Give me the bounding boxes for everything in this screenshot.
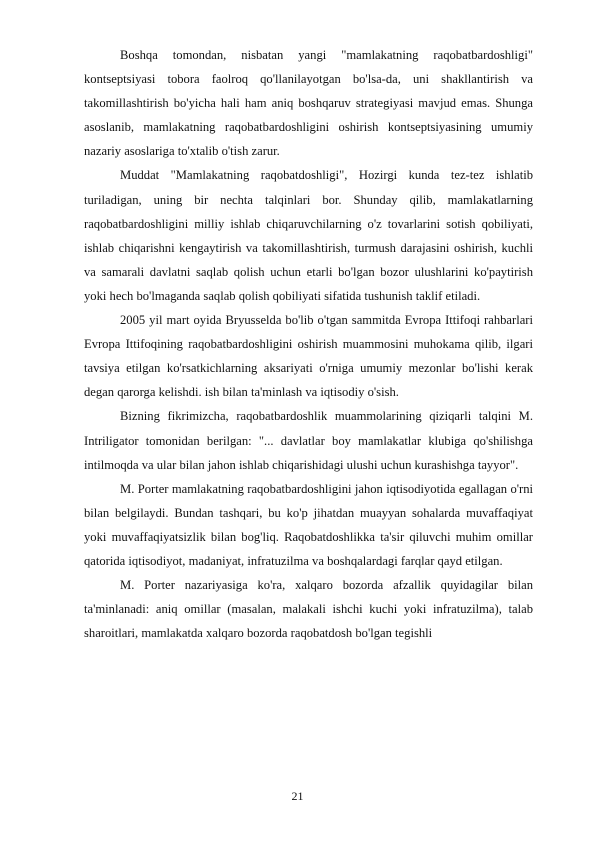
paragraph-eu-summit-2005: 2005 yil mart oyida Bryusselda bo'lib o'tgan sammitda Evropa Ittifoqi rahbarlari Evropa Ittifoqining raqobatbardoshligini oshirish muammosini muhokama qilib, ilgari tavsiya etilgan ko'rsatkichlarning aksariyati o'rniga umumiy mezonlar bo'lishi kerak degan qarorga kelishdi. ish bilan ta'minlash va iqtisodiy o'sish. [84, 313, 533, 400]
paragraph-intriligator: Bizning fikrimizcha, raqobatbardoshlik muammolarining qiziqarli talqini M. Intriligator tomonidan berilgan: "... davlatlar boy mamlakatlar klubiga qo'shilishga intilmoqda va ular bilan jahon ishlab chiqarishidagi ulushi uchun kurashishga tayyor". [84, 409, 533, 472]
paragraph-porter-definition: M. Porter mamlakatning raqobatbardoshligini jahon iqtisodiyotida egallagan o'rni bilan belgilaydi. Bundan tashqari, bu ko'p jihatdan muayyan sohalarda muvaffaqiyat yoki muvaffaqiyatsizlik bilan bog'liq. Raqobatdoshlikka ta'sir qiluvchi muhim omillar qatorida iqtisodiyot, madaniyat, infratuzilma va boshqalardagi farqlar qayd etilgan. [84, 481, 533, 568]
paragraph-intro: Boshqa tomondan, nisbatan yangi "mamlakatning raqobatbardoshligi" kontseptsiyasi tobora faolroq qo'llanilayotgan bo'lsa-da, uni shakllantirish va takomillashtirish bo'yicha hali ham aniq boshqaruv strategiyasi mavjud emas. Shunga asoslanib, mamlakatning raqobatbardoshligini oshirish kontseptsiyasining umumiy nazariy asoslariga to'xtalib o'tish zarur. [84, 48, 533, 159]
page-body [84, 43, 533, 645]
page-number: 21 [291, 789, 304, 803]
paragraph-porter-theory: M. Porter nazariyasiga ko'ra, xalqaro bozorda afzallik quyidagilar bilan ta'minlanadi: aniq omillar (masalan, malakali ishchi kuchi yoki infratuzilma), talab sharoitlari, mamlakatda xalqaro bozorda raqobatdosh bo'lgan tegishli [84, 578, 533, 641]
paragraph-country-competitiveness-definition: Muddat "Mamlakatning raqobatdoshligi", Hozirgi kunda tez-tez ishlatib turiladigan, uning bir nechta talqinlari bor. Shunday qilib, mamlakatlarning raqobatbardoshligini milliy ishlab chiqaruvchilarning o'z tovarlarini sotish qobiliyati, ishlab chiqarishni kengaytirish va takomillashtirish, turmush darajasini oshirish, kuchli va samarali davlatni saqlab qolish uchun etarli bo'lgan bozor ulushlarini ko'paytirish yoki hech bo'lmaganda saqlab qolish qobiliyati sifatida tushunish taklif etiladi. [84, 168, 533, 303]
